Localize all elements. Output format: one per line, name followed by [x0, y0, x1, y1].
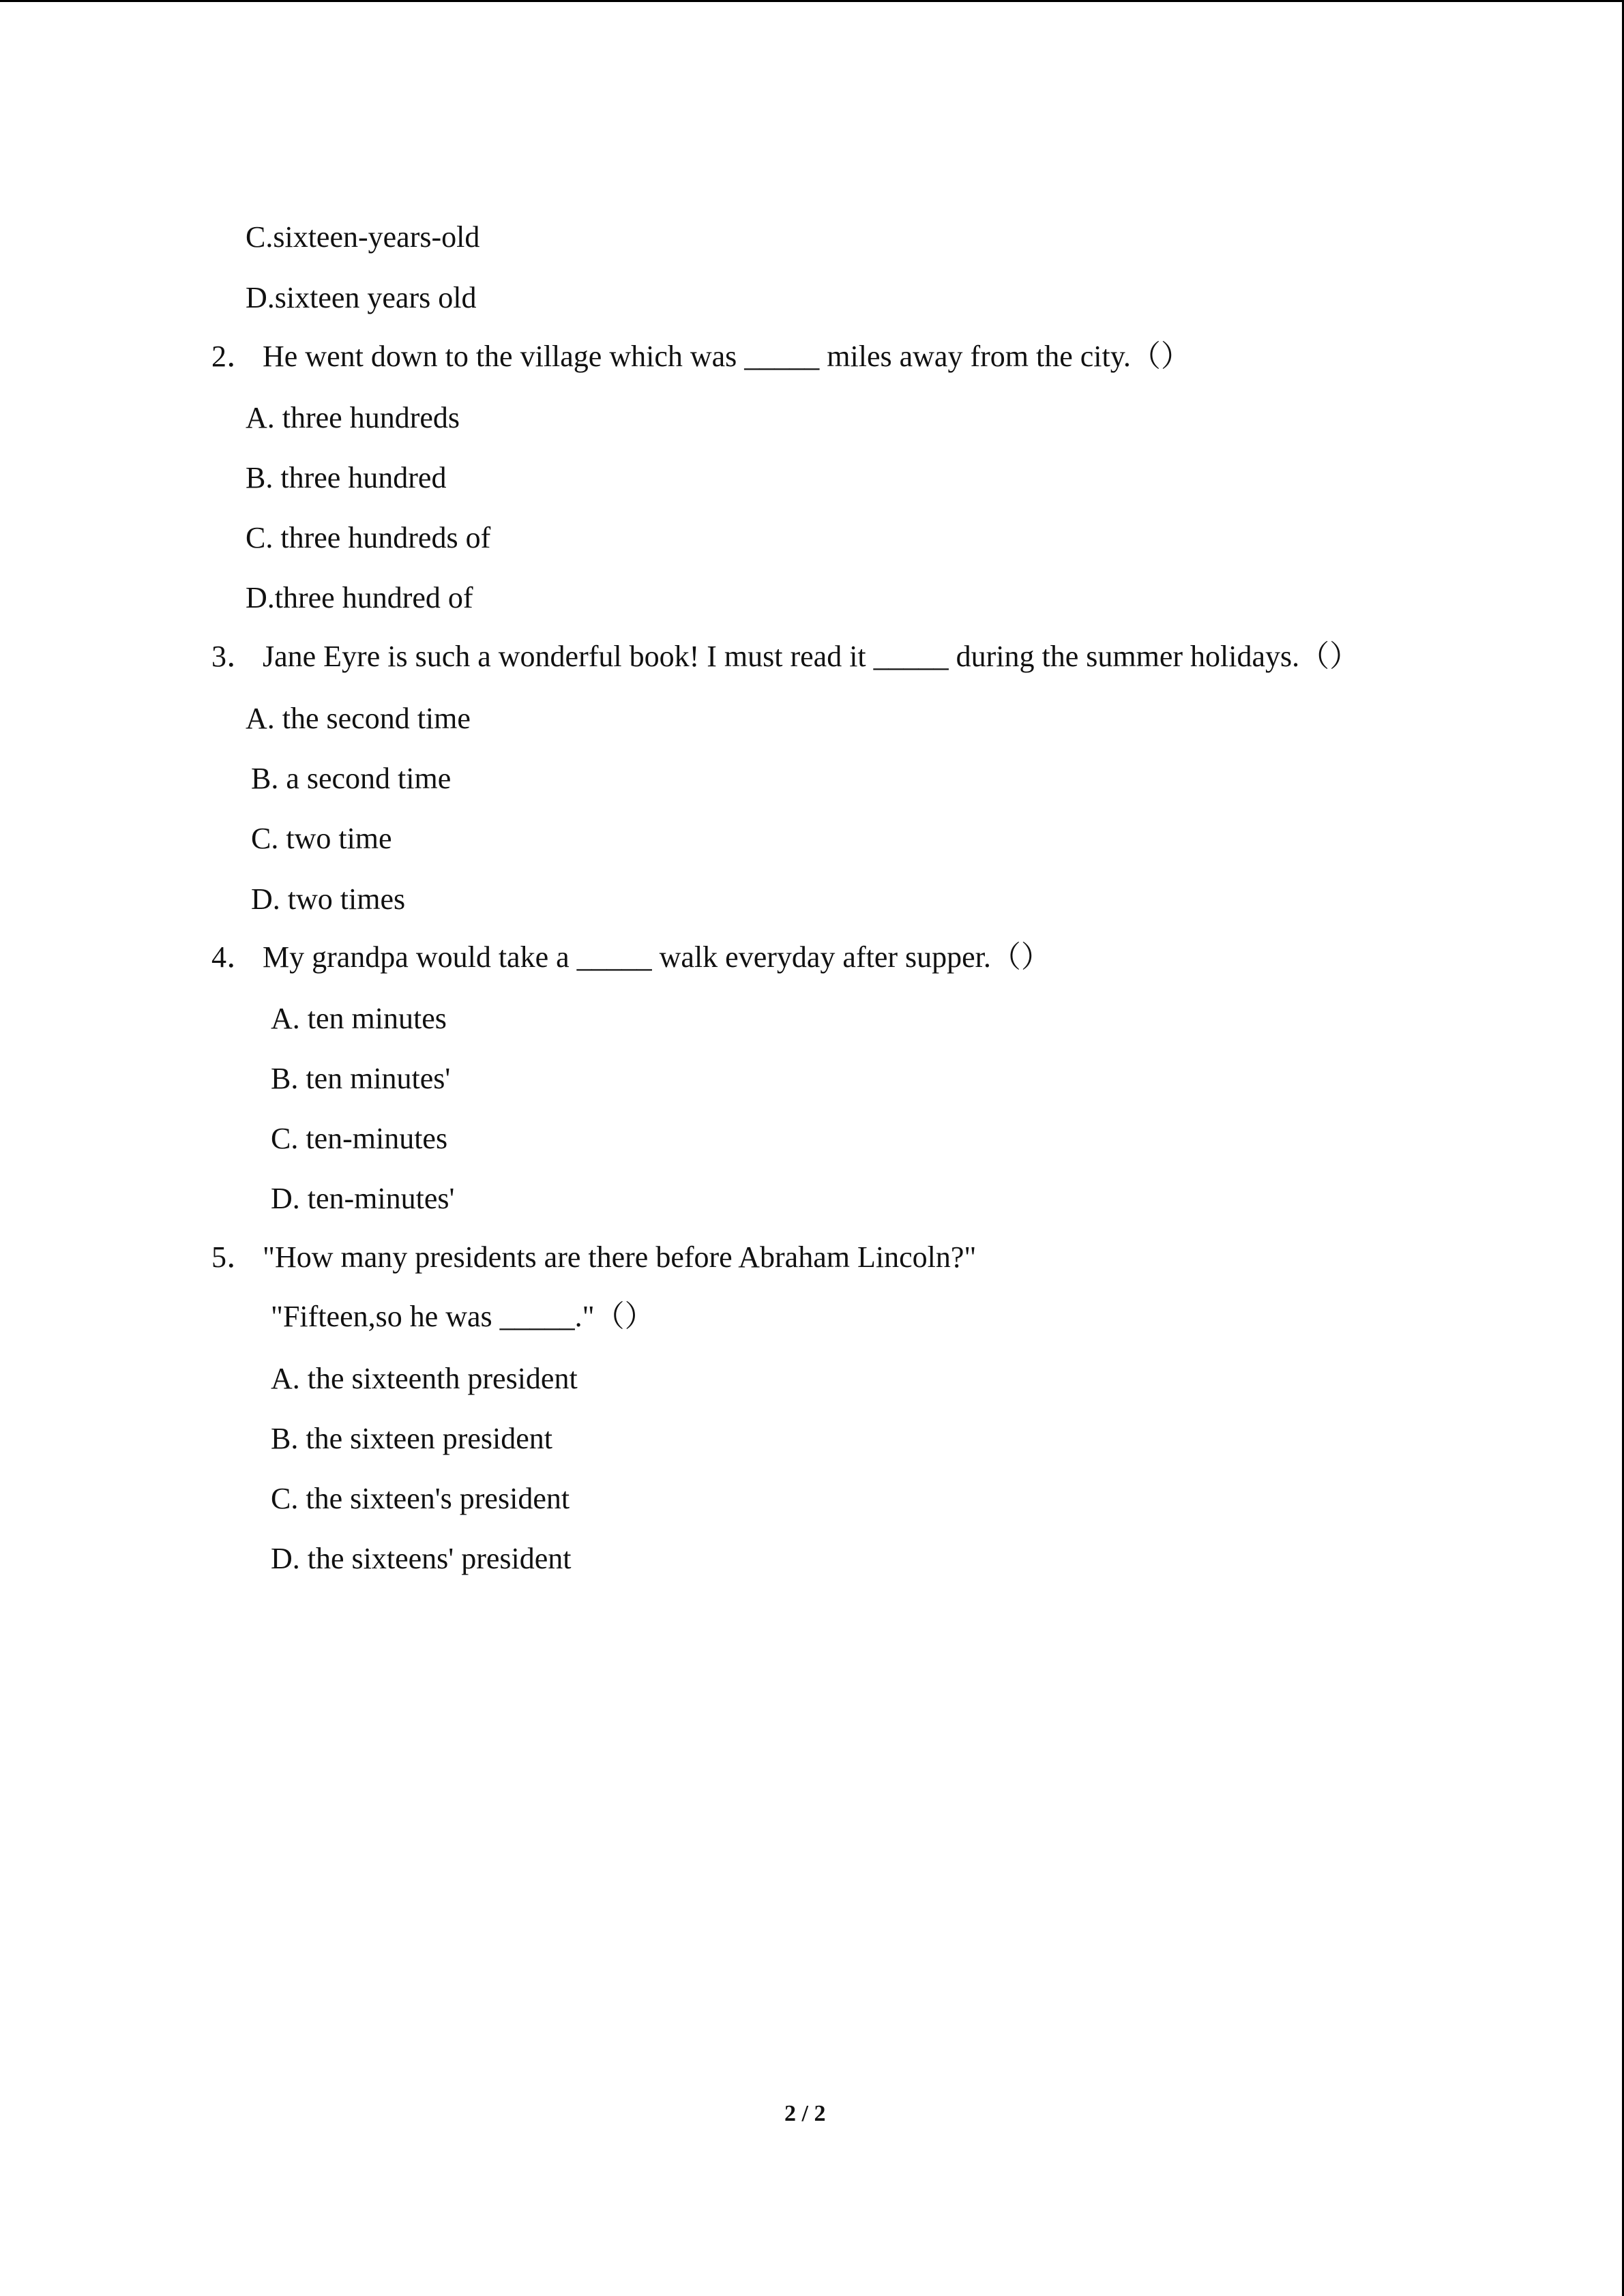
question-stem: He went down to the village which was _____ miles away from the city.（） [263, 340, 1191, 373]
question-3 [211, 636, 1359, 677]
option-c: C. ten-minutes [271, 1122, 448, 1155]
option-c: C. three hundreds of [246, 521, 491, 554]
option-a: A. the second time [246, 702, 471, 735]
question-number: 3． [211, 640, 256, 673]
option-a: A. three hundreds [246, 401, 460, 434]
page-number: 2 / 2 [784, 2101, 826, 2126]
option-d: D. the sixteens' president [271, 1542, 572, 1575]
option-b: B. ten minutes' [271, 1062, 451, 1095]
option-a: A. the sixteenth president [271, 1362, 578, 1395]
option-d: D.three hundred of [246, 581, 473, 614]
question-number: 4． [211, 940, 256, 974]
question-number: 5． [211, 1240, 256, 1274]
question-5 [211, 1237, 976, 1278]
option-b: B. three hundred [246, 461, 447, 494]
page-border-top [0, 0, 1624, 2]
option-b: B. the sixteen president [271, 1422, 553, 1455]
question-stem: Jane Eyre is such a wonderful book! I must read it _____ during the summer holidays.（） [263, 640, 1360, 673]
prev-option-d: D.sixteen years old [246, 281, 477, 314]
option-a: A. ten minutes [271, 1002, 447, 1035]
option-d: D. ten-minutes' [271, 1182, 455, 1215]
question-4 [211, 937, 1051, 978]
question-stem: My grandpa would take a _____ walk everyday after supper.（） [263, 940, 1051, 974]
option-d: D. two times [251, 882, 406, 916]
question-stem: "How many presidents are there before Abraham Lincoln?" [263, 1240, 977, 1274]
prev-option-c: C.sixteen-years-old [246, 220, 480, 254]
question-stem-line2: "Fifteen,so he was _____."（） [271, 1300, 655, 1333]
question-2 [211, 336, 1191, 377]
option-c: C. two time [251, 822, 392, 855]
option-c: C. the sixteen's president [271, 1482, 570, 1515]
question-number: 2． [211, 340, 256, 373]
option-b: B. a second time [251, 762, 452, 795]
